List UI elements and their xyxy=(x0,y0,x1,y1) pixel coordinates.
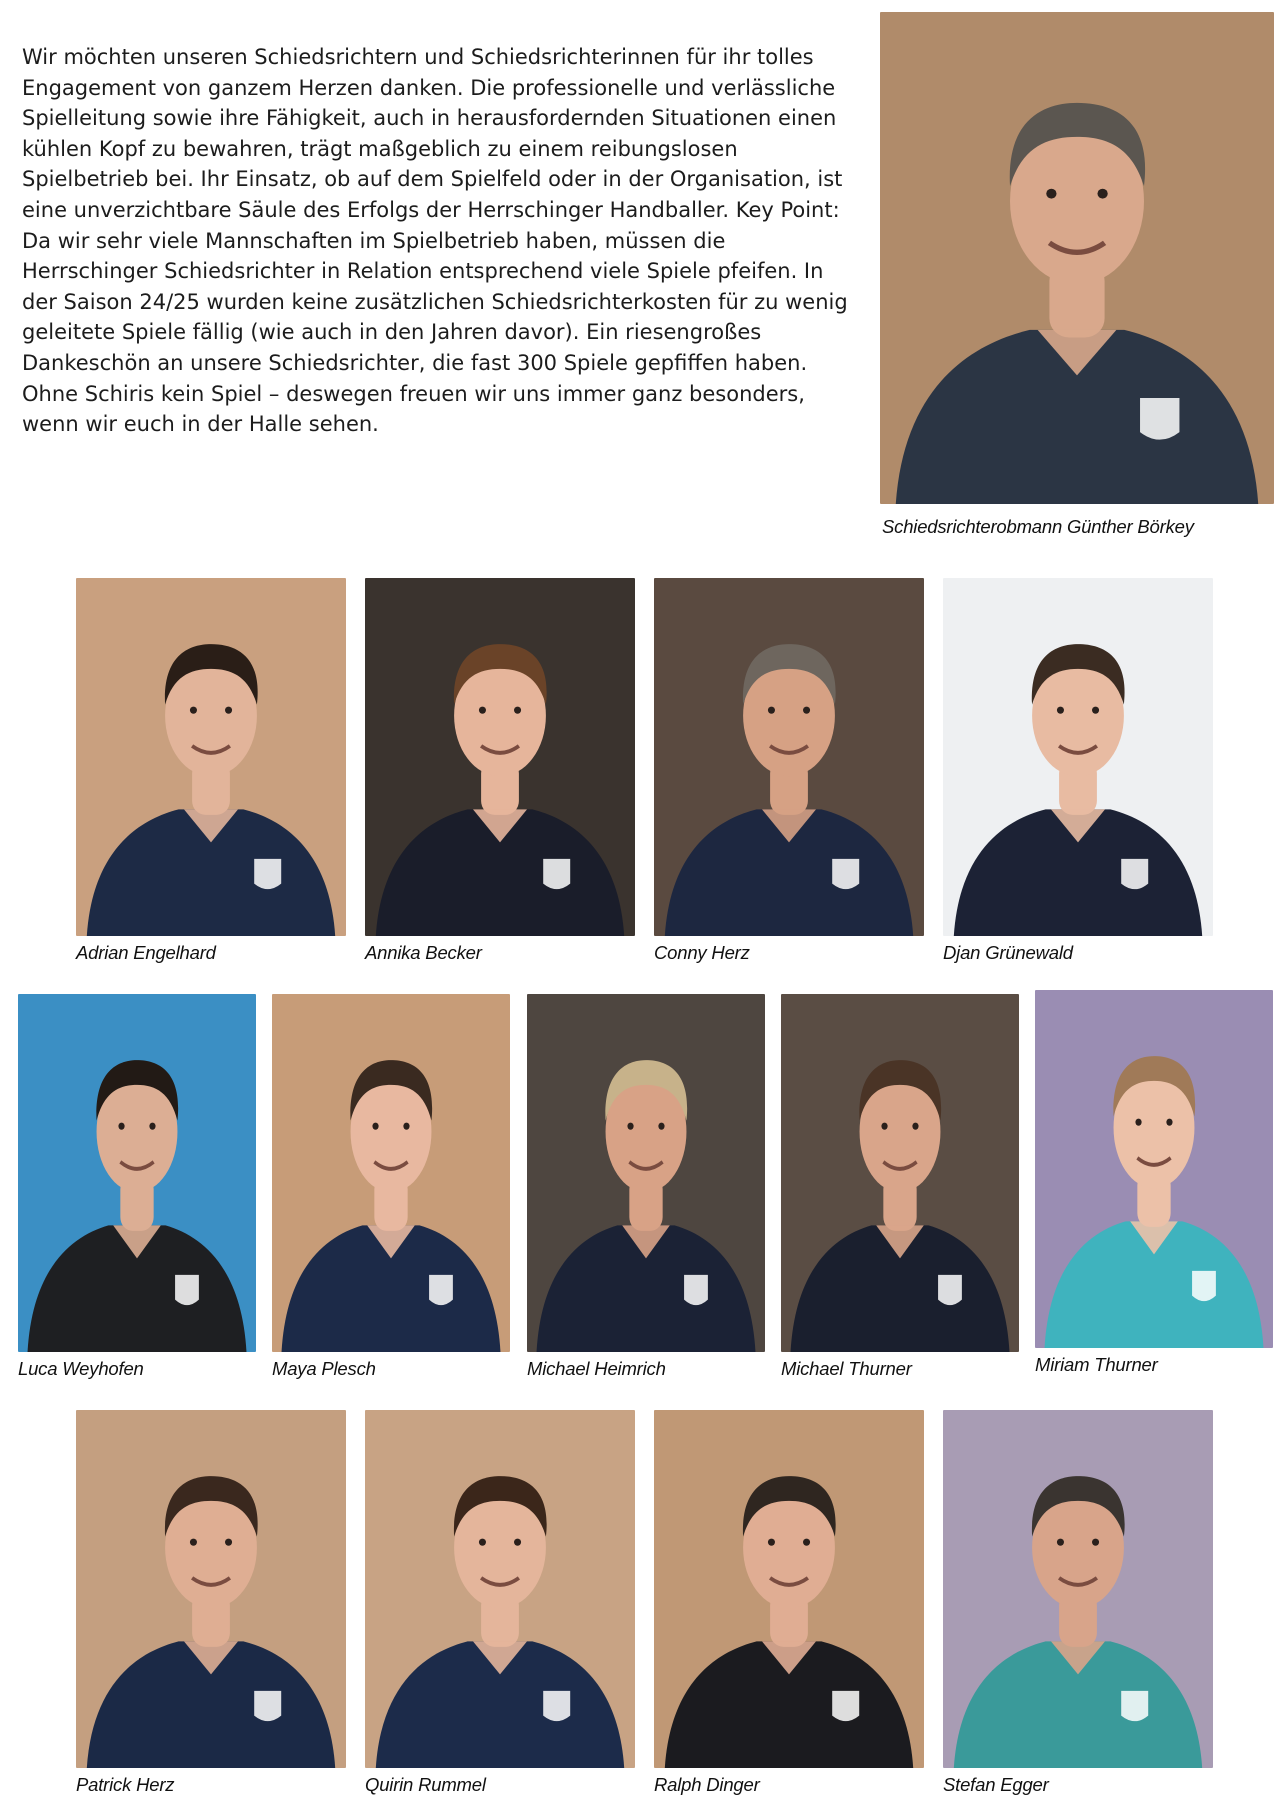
referee-photo-quirin-rummel xyxy=(365,1410,635,1768)
referee-name-stefan-egger: Stefan Egger xyxy=(943,1774,1049,1795)
referee-photo-annika-becker xyxy=(365,578,635,936)
referee-photo-luca-weyhofen xyxy=(18,994,256,1352)
referee-photo-ralph-dinger xyxy=(654,1410,924,1768)
referee-name-adrian-engelhard: Adrian Engelhard xyxy=(76,942,216,963)
referee-photo-michael-heimrich xyxy=(527,994,765,1352)
referee-photo-adrian-engelhard xyxy=(76,578,346,936)
referee-photo-stefan-egger xyxy=(943,1410,1213,1768)
referee-name-luca-weyhofen: Luca Weyhofen xyxy=(18,1358,144,1379)
referee-photo-djan-grunewald xyxy=(943,578,1213,936)
referee-name-ralph-dinger: Ralph Dinger xyxy=(654,1774,760,1795)
referee-photo-miriam-thurner xyxy=(1035,990,1273,1348)
referee-photo-conny-herz xyxy=(654,578,924,936)
referee-name-maya-plesch: Maya Plesch xyxy=(272,1358,376,1379)
referee-name-conny-herz: Conny Herz xyxy=(654,942,750,963)
hero-caption: Schiedsrichterobmann Günther Börkey xyxy=(882,516,1194,537)
referee-name-miriam-thurner: Miriam Thurner xyxy=(1035,1354,1158,1375)
intro-text: Wir möchten unseren Schiedsrichtern und Schiedsrichterinnen für ihr tolles Engagement von ganzem Herzen danken. Die professionelle und verlässliche Spielleitung sowie ihre Fähigkeit, auch in herausfordernden Situationen einen kühlen Kopf zu bewahren, trägt maßgeblich zu einem reibungslosen Spielbetrieb bei. Ihr Einsatz, ob auf dem Spielfeld oder in der Organisation, ist eine unverzichtbare Säule des Erfolgs der Herrschinger Handballer. Key Point: Da wir sehr viele Mannschaften im Spielbetrieb haben, müssen die Herrschinger Schiedsrichter in Relation entsprechend viele Spiele pfeifen. In der Saison 24/25 wurden keine zusätzlichen Schiedsrichterkosten für zu wenig geleitete Spiele fällig (wie auch in den Jahren davor). Ein riesengroßes Dankeschön an unsere Schiedsrichter, die fast 300 Spiele gepfiffen haben. Ohne Schiris kein Spiel – deswegen freuen wir uns immer ganz besonders, wenn wir euch in der Halle sehen. xyxy=(22,45,848,437)
referee-photo-patrick-herz xyxy=(76,1410,346,1768)
hero-portrait-graphic xyxy=(880,12,1274,504)
referee-name-michael-thurner: Michael Thurner xyxy=(781,1358,912,1379)
referee-name-michael-heimrich: Michael Heimrich xyxy=(527,1358,666,1379)
hero-portrait-photo xyxy=(880,12,1274,504)
referee-name-djan-grunewald: Djan Grünewald xyxy=(943,942,1073,963)
referee-name-patrick-herz: Patrick Herz xyxy=(76,1774,175,1795)
referee-name-annika-becker: Annika Becker xyxy=(365,942,482,963)
referee-photo-michael-thurner xyxy=(781,994,1019,1352)
referee-photo-maya-plesch xyxy=(272,994,510,1352)
referee-name-quirin-rummel: Quirin Rummel xyxy=(365,1774,486,1795)
